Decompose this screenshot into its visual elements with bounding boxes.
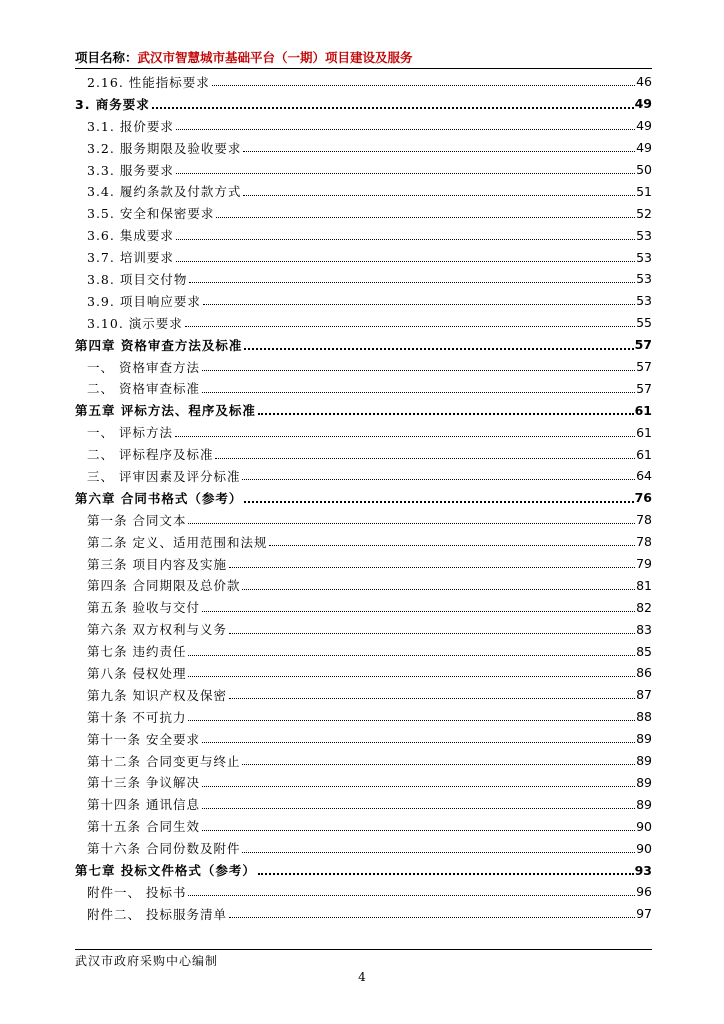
toc-entry[interactable] xyxy=(75,750,652,772)
toc-entry-title: 第三条 项目内容及实施 xyxy=(87,556,227,572)
toc-leader-dots xyxy=(185,326,635,327)
toc-entry[interactable] xyxy=(75,618,652,640)
toc-entry-page: 89 xyxy=(636,796,652,812)
toc-entry-title: 2.16. 性能指标要求 xyxy=(87,74,210,90)
toc-entry[interactable] xyxy=(75,728,652,750)
toc-entry-page: 53 xyxy=(636,249,652,265)
toc-entry-title: 二、 资格审查标准 xyxy=(87,381,200,397)
toc-entry-page: 87 xyxy=(636,687,652,703)
toc-entry[interactable] xyxy=(75,224,652,246)
toc-entry-title: 第十四条 通讯信息 xyxy=(87,797,200,813)
toc-leader-dots xyxy=(243,195,635,196)
toc-entry[interactable] xyxy=(75,553,652,575)
toc-entry[interactable] xyxy=(75,290,652,312)
toc-leader-dots xyxy=(202,808,635,809)
toc-entry-page: 79 xyxy=(636,556,652,572)
toc-entry-page: 51 xyxy=(636,183,652,199)
toc-leader-dots xyxy=(229,567,635,568)
toc-entry[interactable] xyxy=(75,268,652,290)
table-of-contents xyxy=(75,71,652,925)
toc-entry[interactable] xyxy=(75,137,652,159)
toc-entry-page: 89 xyxy=(636,774,652,790)
toc-entry[interactable] xyxy=(75,574,652,596)
toc-entry[interactable] xyxy=(75,377,652,399)
toc-leader-dots xyxy=(244,348,633,350)
toc-entry[interactable] xyxy=(75,202,652,224)
toc-leader-dots xyxy=(258,873,634,875)
toc-entry-page: 93 xyxy=(634,862,652,878)
toc-entry[interactable] xyxy=(75,246,652,268)
toc-entry[interactable] xyxy=(75,772,652,794)
toc-entry-page: 82 xyxy=(636,599,652,615)
toc-entry[interactable] xyxy=(75,465,652,487)
toc-leader-dots xyxy=(189,282,635,283)
toc-entry[interactable] xyxy=(75,684,652,706)
toc-leader-dots xyxy=(242,764,635,765)
toc-entry-title: 附件一、 投标书 xyxy=(87,884,187,900)
toc-entry[interactable] xyxy=(75,881,652,903)
toc-entry-page: 61 xyxy=(634,402,652,418)
toc-entry-page: 78 xyxy=(636,534,652,550)
toc-entry-page: 49 xyxy=(636,118,652,134)
toc-entry-title: 3.5. 安全和保密要求 xyxy=(87,206,215,222)
toc-entry-page: 53 xyxy=(636,293,652,309)
footer-divider xyxy=(75,949,652,950)
toc-entry-page: 89 xyxy=(636,753,652,769)
toc-entry[interactable] xyxy=(75,180,652,202)
toc-entry[interactable] xyxy=(75,815,652,837)
toc-entry[interactable] xyxy=(75,640,652,662)
toc-entry-title: 3.4. 履约条款及付款方式 xyxy=(87,184,242,200)
toc-entry-page: 55 xyxy=(636,315,652,331)
toc-leader-dots xyxy=(188,676,635,677)
toc-entry[interactable] xyxy=(75,662,652,684)
toc-entry-title: 3.3. 服务要求 xyxy=(87,162,174,178)
toc-entry-title: 一、 评标方法 xyxy=(87,425,173,441)
toc-entry-title: 一、 资格审查方法 xyxy=(87,359,200,375)
toc-entry-page: 81 xyxy=(636,577,652,593)
toc-leader-dots xyxy=(243,151,635,152)
toc-leader-dots xyxy=(212,85,635,86)
toc-entry-page: 57 xyxy=(636,380,652,396)
toc-entry-page: 90 xyxy=(636,840,652,856)
page-number: 4 xyxy=(358,970,366,984)
toc-entry-title: 第七章 投标文件格式（参考） xyxy=(75,863,256,878)
toc-leader-dots xyxy=(229,633,635,634)
toc-entry-page: 88 xyxy=(636,709,652,725)
toc-leader-dots xyxy=(215,458,635,459)
toc-entry-title: 三、 评审因素及评分标准 xyxy=(87,468,241,484)
toc-entry[interactable] xyxy=(75,71,652,93)
toc-entry[interactable] xyxy=(75,793,652,815)
toc-leader-dots xyxy=(188,655,635,656)
toc-entry-title: 第十六条 合同份数及附件 xyxy=(87,841,241,857)
toc-leader-dots xyxy=(229,698,635,699)
toc-leader-dots xyxy=(258,413,634,415)
page-header xyxy=(75,48,652,69)
toc-entry[interactable] xyxy=(75,706,652,728)
toc-entry[interactable] xyxy=(75,837,652,859)
toc-entry-page: 61 xyxy=(636,424,652,440)
toc-entry-title: 3.1. 报价要求 xyxy=(87,118,174,134)
toc-leader-dots xyxy=(188,895,635,896)
toc-entry-title: 第七条 违约责任 xyxy=(87,644,187,660)
toc-entry-title: 3.7. 培训要求 xyxy=(87,250,174,266)
toc-entry-page: 57 xyxy=(636,359,652,375)
toc-leader-dots xyxy=(202,392,635,393)
toc-entry[interactable] xyxy=(75,531,652,553)
toc-leader-dots xyxy=(188,523,635,524)
toc-entry-title: 二、 评标程序及标准 xyxy=(87,447,214,463)
toc-leader-dots xyxy=(176,129,635,130)
toc-entry-title: 第二条 定义、适用范围和法规 xyxy=(87,534,268,550)
toc-leader-dots xyxy=(202,370,635,371)
toc-entry-title: 第一条 合同文本 xyxy=(87,512,187,528)
toc-entry-page: 64 xyxy=(636,468,652,484)
toc-entry[interactable] xyxy=(75,356,652,378)
toc-entry-title: 第六章 合同书格式（参考） xyxy=(75,490,243,506)
toc-entry[interactable] xyxy=(75,509,652,531)
toc-entry-page: 50 xyxy=(636,162,652,177)
toc-leader-dots xyxy=(216,217,635,218)
toc-leader-dots xyxy=(176,239,635,240)
toc-entry-page: 53 xyxy=(636,227,652,243)
toc-chapter-entry[interactable] xyxy=(75,93,652,115)
toc-entry-page: 97 xyxy=(636,906,652,922)
toc-entry-title: 附件二、 投标服务清单 xyxy=(87,906,227,922)
toc-leader-dots xyxy=(242,479,635,480)
toc-entry-page: 52 xyxy=(636,205,652,221)
toc-entry-page: 90 xyxy=(636,818,652,834)
toc-entry-title: 第十五条 合同生效 xyxy=(87,819,200,835)
toc-entry-title: 第十三条 争议解决 xyxy=(87,775,200,791)
toc-entry-page: 78 xyxy=(636,512,652,528)
toc-leader-dots xyxy=(203,304,635,305)
toc-entry-title: 第八条 侵权处理 xyxy=(87,665,187,681)
toc-leader-dots xyxy=(244,501,633,503)
toc-entry-title: 第四条 合同期限及总价款 xyxy=(87,578,241,594)
toc-entry-title: 第五章 评标方法、程序及标准 xyxy=(75,403,256,419)
toc-entry-page: 57 xyxy=(634,337,652,353)
toc-entry[interactable] xyxy=(75,159,652,181)
toc-entry-title: 第六条 双方权利与义务 xyxy=(87,622,227,638)
toc-leader-dots xyxy=(202,611,635,612)
toc-entry-page: 53 xyxy=(636,271,652,287)
toc-leader-dots xyxy=(175,436,635,437)
toc-entry-title: 3. 商务要求 xyxy=(75,96,150,112)
toc-leader-dots xyxy=(202,742,635,743)
toc-entry[interactable] xyxy=(75,421,652,443)
toc-leader-dots xyxy=(152,107,634,109)
toc-entry-title: 第十条 不可抗力 xyxy=(87,709,187,725)
toc-entry-title: 3.9. 项目响应要求 xyxy=(87,293,201,309)
toc-chapter-entry[interactable] xyxy=(75,399,652,421)
toc-leader-dots xyxy=(242,852,635,853)
toc-entry-title: 3.10. 演示要求 xyxy=(87,315,183,331)
toc-entry[interactable] xyxy=(75,596,652,618)
toc-chapter-entry[interactable] xyxy=(75,859,652,881)
toc-entry-title: 3.6. 集成要求 xyxy=(87,228,174,244)
toc-entry-page: 76 xyxy=(634,490,652,506)
project-title: 武汉市智慧城市基础平台（一期）项目建设及服务 xyxy=(137,50,413,65)
toc-entry[interactable] xyxy=(75,443,652,465)
toc-entry-page: 96 xyxy=(636,884,652,900)
toc-leader-dots xyxy=(202,786,635,787)
toc-leader-dots xyxy=(188,720,635,721)
toc-leader-dots xyxy=(242,589,635,590)
toc-leader-dots xyxy=(176,173,635,174)
toc-entry-page: 49 xyxy=(636,140,652,156)
toc-entry-title: 3.2. 服务期限及验收要求 xyxy=(87,140,242,156)
toc-entry-title: 第四章 资格审查方法及标准 xyxy=(75,337,243,353)
toc-entry[interactable] xyxy=(75,312,652,334)
toc-entry-title: 第九条 知识产权及保密 xyxy=(87,687,227,703)
toc-entry-page: 86 xyxy=(636,665,652,681)
toc-entry-page: 46 xyxy=(636,74,652,90)
toc-entry-page: 49 xyxy=(634,96,652,112)
project-label: 项目名称： xyxy=(75,50,138,65)
toc-entry-page: 85 xyxy=(636,643,652,659)
toc-leader-dots xyxy=(269,545,635,546)
toc-entry-title: 第十二条 合同变更与终止 xyxy=(87,753,241,769)
footer-text: 武汉市政府采购中心编制 xyxy=(75,954,219,968)
toc-chapter-entry[interactable] xyxy=(75,334,652,356)
toc-entry[interactable] xyxy=(75,115,652,137)
toc-entry-page: 61 xyxy=(636,446,652,462)
toc-chapter-entry[interactable] xyxy=(75,487,652,509)
toc-entry-title: 3.8. 项目交付物 xyxy=(87,271,188,287)
toc-entry-page: 83 xyxy=(636,621,652,637)
toc-entry-title: 第五条 验收与交付 xyxy=(87,600,200,616)
toc-leader-dots xyxy=(229,917,635,918)
toc-entry-page: 89 xyxy=(636,731,652,747)
toc-leader-dots xyxy=(202,830,635,831)
toc-entry[interactable] xyxy=(75,903,652,925)
toc-entry-title: 第十一条 安全要求 xyxy=(87,731,200,747)
toc-leader-dots xyxy=(176,261,635,262)
